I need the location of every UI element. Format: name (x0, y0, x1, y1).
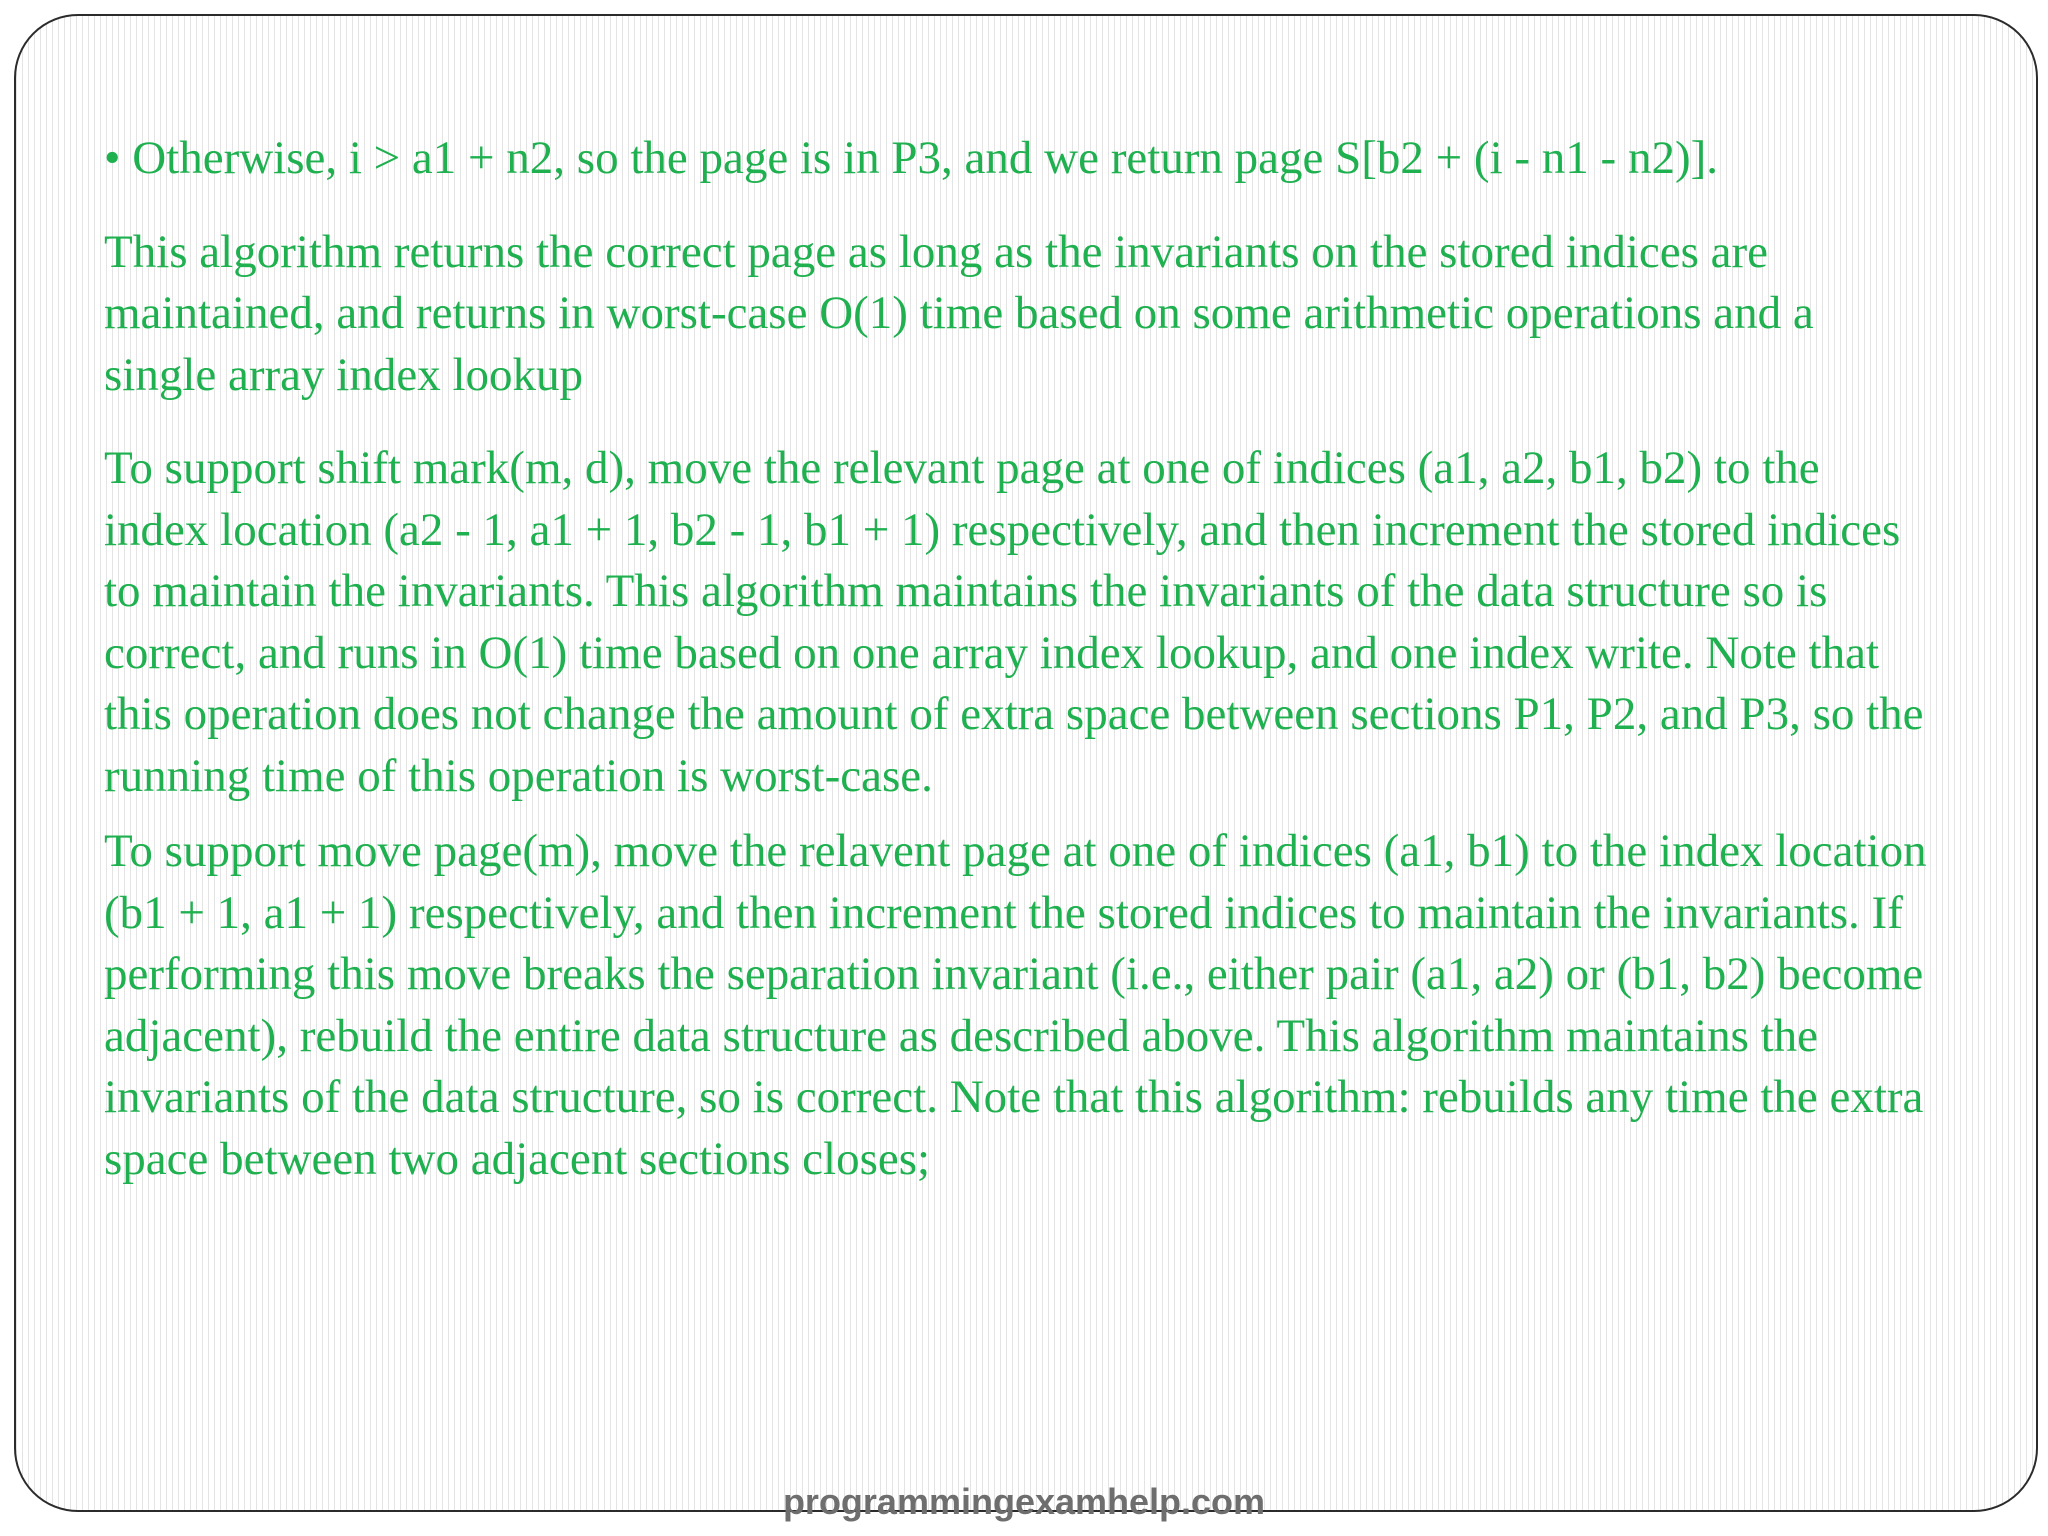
paragraph-shift-mark: To support shift mark(m, d), move the relevant page at one of indices (a1, a2, b1, b2) to the index location (a2 - 1, a1 + 1, b2 - 1, b1 + 1) respectively, and then increment the stored indices to maintain the invariants. This algorithm maintains the invariants of the data structure so is correct, and runs in O(1) time based on one array index lookup, and one index write. Note that this operation does not change the amount of extra space between sections P1, P2, and P3, so the running time of this operation is worst-case. (104, 442, 1924, 802)
paragraph-algorithm-correctness: This algorithm returns the correct page as long as the invariants on the stored indices are maintained, and returns in worst-case O(1) time based on some arithmetic operations and a single array index lookup (104, 225, 1814, 401)
paragraph-move-page: To support move page(m), move the relavent page at one of indices (a1, b1) to the index location (b1 + 1, a1 + 1) respectively, and then increment the stored indices to maintain the invariants. If performing this move breaks the separation invariant (i.e., either pair (a1, a2) or (b1, b2) become adjacent), rebuild the entire data structure as described above. This algorithm maintains the invariants of the data structure, so is correct. Note that this algorithm: rebuilds any time the extra space between two adjacent sections closes; (104, 825, 1927, 1185)
bullet-point: • Otherwise, i > a1 + n2, so the page is in P3, and we return page S[b2 + (i - n1 - n2)]. (104, 132, 1718, 184)
slide-content (104, 128, 1934, 1222)
footer-watermark: programmingexamhelp.com (782, 1481, 1266, 1522)
